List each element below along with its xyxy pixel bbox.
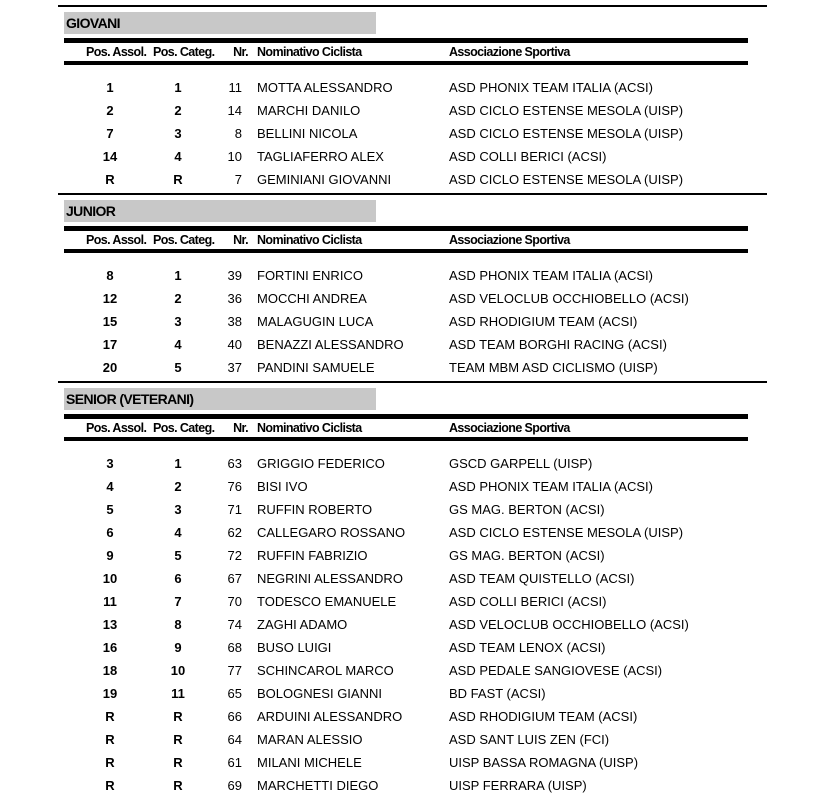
pos-categ: R [173, 778, 183, 793]
bib-number: 70 [227, 594, 242, 609]
section-divider [58, 381, 767, 383]
bib-number: 69 [227, 778, 242, 793]
rider-name: TAGLIAFERRO ALEX [257, 149, 384, 164]
bib-number: 7 [234, 172, 242, 187]
header-club: Associazione Sportiva [449, 421, 570, 435]
rider-name: TODESCO EMANUELE [257, 594, 397, 609]
bib-number: 62 [227, 525, 242, 540]
table-row [0, 751, 826, 774]
club-name: BD FAST (ACSI) [449, 686, 546, 701]
rider-name: RUFFIN FABRIZIO [257, 548, 368, 563]
pos-categ: 4 [174, 525, 182, 540]
pos-categ: 2 [174, 479, 182, 494]
rider-name: ARDUINI ALESSANDRO [257, 709, 403, 724]
pos-categ: 6 [174, 571, 182, 586]
pos-assol: R [105, 709, 115, 724]
club-name: ASD CICLO ESTENSE MESOLA (UISP) [449, 172, 684, 187]
header-name: Nominativo Ciclista [257, 421, 362, 435]
header-pos-assol: Pos. Assol. [86, 45, 147, 59]
table-row [0, 310, 826, 333]
club-name: GS MAG. BERTON (ACSI) [449, 502, 605, 517]
header-nr: Nr. [233, 45, 248, 59]
header-club: Associazione Sportiva [449, 233, 570, 247]
pos-categ: 3 [174, 502, 182, 517]
pos-categ: 4 [174, 149, 182, 164]
pos-categ: 8 [174, 617, 182, 632]
rider-name: MOTTA ALESSANDRO [257, 80, 393, 95]
pos-categ: 7 [174, 594, 182, 609]
rider-name: MARCHI DANILO [257, 103, 361, 118]
table-header [0, 233, 826, 250]
pos-assol: 8 [106, 268, 114, 283]
bib-number: 38 [227, 314, 242, 329]
pos-assol: 12 [102, 291, 118, 306]
rider-name: NEGRINI ALESSANDRO [257, 571, 403, 586]
pos-assol: 7 [106, 126, 114, 141]
club-name: ASD SANT LUIS ZEN (FCI) [449, 732, 610, 747]
table-row [0, 544, 826, 567]
table-header [0, 45, 826, 62]
bib-number: 39 [227, 268, 242, 283]
header-rule-bottom [64, 437, 748, 441]
section-title: GIOVANI [64, 12, 376, 34]
bib-number: 61 [227, 755, 242, 770]
club-name: ASD CICLO ESTENSE MESOLA (UISP) [449, 525, 684, 540]
table-row [0, 498, 826, 521]
pos-categ: R [173, 755, 183, 770]
table-row [0, 145, 826, 168]
bib-number: 14 [227, 103, 242, 118]
pos-categ: R [173, 172, 183, 187]
pos-assol: 11 [103, 594, 117, 609]
club-name: TEAM MBM ASD CICLISMO (UISP) [449, 360, 658, 375]
pos-categ: 3 [174, 314, 182, 329]
club-name: ASD CICLO ESTENSE MESOLA (UISP) [449, 103, 684, 118]
pos-categ: 11 [171, 686, 185, 701]
table-row [0, 567, 826, 590]
rider-name: BENAZZI ALESSANDRO [257, 337, 404, 352]
rider-name: ZAGHI ADAMO [257, 617, 348, 632]
pos-assol: 17 [102, 337, 118, 352]
club-name: ASD COLLI BERICI (ACSI) [449, 149, 607, 164]
pos-assol: 9 [106, 548, 114, 563]
header-rule-top [64, 38, 748, 43]
bib-number: 11 [228, 80, 242, 95]
table-row [0, 99, 826, 122]
pos-assol: 20 [102, 360, 118, 375]
section-title: SENIOR (VETERANI) [64, 388, 376, 410]
club-name: ASD PHONIX TEAM ITALIA (ACSI) [449, 479, 653, 494]
header-rule-top [64, 226, 748, 231]
header-pos-categ: Pos. Categ. [153, 233, 215, 247]
club-name: GSCD GARPELL (UISP) [449, 456, 593, 471]
header-nr: Nr. [233, 421, 248, 435]
club-name: UISP FERRARA (UISP) [449, 778, 587, 793]
table-row [0, 264, 826, 287]
header-nr: Nr. [233, 233, 248, 247]
bib-number: 40 [227, 337, 242, 352]
table-row [0, 452, 826, 475]
pos-categ: 3 [174, 126, 182, 141]
section-divider [58, 193, 767, 195]
pos-assol: 5 [106, 502, 114, 517]
table-row [0, 122, 826, 145]
club-name: ASD PEDALE SANGIOVESE (ACSI) [449, 663, 663, 678]
pos-assol: 16 [102, 640, 118, 655]
pos-assol: 19 [102, 686, 118, 701]
club-name: ASD RHODIGIUM TEAM (ACSI) [449, 314, 638, 329]
club-name: ASD VELOCLUB OCCHIOBELLO (ACSI) [449, 617, 689, 632]
bib-number: 67 [227, 571, 242, 586]
pos-assol: 13 [102, 617, 118, 632]
table-row [0, 287, 826, 310]
table-row [0, 613, 826, 636]
table-row [0, 636, 826, 659]
bib-number: 71 [227, 502, 242, 517]
header-rule-top [64, 414, 748, 419]
club-name: ASD VELOCLUB OCCHIOBELLO (ACSI) [449, 291, 689, 306]
club-name: ASD TEAM QUISTELLO (ACSI) [449, 571, 635, 586]
pos-categ: 1 [174, 268, 182, 283]
rider-name: BELLINI NICOLA [257, 126, 358, 141]
pos-assol: 18 [102, 663, 118, 678]
bib-number: 8 [234, 126, 242, 141]
table-row [0, 356, 826, 379]
bib-number: 68 [227, 640, 242, 655]
rider-name: RUFFIN ROBERTO [257, 502, 373, 517]
pos-assol: 14 [102, 149, 118, 164]
bib-number: 72 [227, 548, 242, 563]
table-row [0, 168, 826, 191]
club-name: ASD RHODIGIUM TEAM (ACSI) [449, 709, 638, 724]
header-club: Associazione Sportiva [449, 45, 570, 59]
bib-number: 77 [227, 663, 242, 678]
pos-assol: 10 [102, 571, 118, 586]
pos-categ: 4 [174, 337, 182, 352]
table-row [0, 705, 826, 728]
table-row [0, 728, 826, 751]
pos-assol: 15 [102, 314, 118, 329]
rider-name: BISI IVO [257, 479, 308, 494]
table-row [0, 774, 826, 797]
pos-categ: 1 [174, 456, 182, 471]
pos-categ: 10 [170, 663, 186, 678]
bib-number: 10 [227, 149, 242, 164]
section-divider [58, 5, 767, 7]
rider-name: MALAGUGIN LUCA [257, 314, 374, 329]
pos-categ: 2 [174, 291, 182, 306]
section-title: JUNIOR [64, 200, 376, 222]
rider-name: MILANI MICHELE [257, 755, 362, 770]
rider-name: PANDINI SAMUELE [257, 360, 375, 375]
header-rule-bottom [64, 249, 748, 253]
club-name: UISP BASSA ROMAGNA (UISP) [449, 755, 639, 770]
bib-number: 37 [227, 360, 242, 375]
pos-assol: 6 [106, 525, 114, 540]
rider-name: BOLOGNESI GIANNI [257, 686, 382, 701]
table-row [0, 682, 826, 705]
rider-name: BUSO LUIGI [257, 640, 332, 655]
club-name: ASD PHONIX TEAM ITALIA (ACSI) [449, 268, 653, 283]
header-name: Nominativo Ciclista [257, 233, 362, 247]
pos-assol: 3 [106, 456, 114, 471]
header-pos-categ: Pos. Categ. [153, 421, 215, 435]
table-row [0, 590, 826, 613]
header-pos-assol: Pos. Assol. [86, 421, 147, 435]
pos-assol: 1 [106, 80, 114, 95]
table-row [0, 76, 826, 99]
pos-categ: 1 [174, 80, 182, 95]
pos-assol: R [105, 732, 115, 747]
pos-assol: 4 [106, 479, 114, 494]
rider-name: MARCHETTI DIEGO [257, 778, 379, 793]
bib-number: 64 [227, 732, 242, 747]
pos-assol: R [105, 172, 115, 187]
rider-name: SCHINCAROL MARCO [257, 663, 394, 678]
club-name: ASD COLLI BERICI (ACSI) [449, 594, 607, 609]
pos-categ: R [173, 732, 183, 747]
club-name: ASD CICLO ESTENSE MESOLA (UISP) [449, 126, 684, 141]
header-pos-assol: Pos. Assol. [86, 233, 147, 247]
header-rule-bottom [64, 61, 748, 65]
pos-categ: 5 [174, 548, 182, 563]
club-name: ASD PHONIX TEAM ITALIA (ACSI) [449, 80, 653, 95]
table-row [0, 333, 826, 356]
pos-categ: 2 [174, 103, 182, 118]
club-name: ASD TEAM LENOX (ACSI) [449, 640, 606, 655]
bib-number: 63 [227, 456, 242, 471]
rider-name: GEMINIANI GIOVANNI [257, 172, 392, 187]
header-name: Nominativo Ciclista [257, 45, 362, 59]
pos-categ: 9 [174, 640, 182, 655]
club-name: ASD TEAM BORGHI RACING (ACSI) [449, 337, 667, 352]
bib-number: 65 [227, 686, 242, 701]
pos-assol: R [105, 755, 115, 770]
bib-number: 66 [227, 709, 242, 724]
table-row [0, 475, 826, 498]
table-header [0, 421, 826, 438]
table-row [0, 659, 826, 682]
bib-number: 74 [227, 617, 242, 632]
rider-name: MOCCHI ANDREA [257, 291, 367, 306]
pos-categ: R [173, 709, 183, 724]
pos-assol: 2 [106, 103, 114, 118]
rider-name: GRIGGIO FEDERICO [257, 456, 385, 471]
pos-categ: 5 [174, 360, 182, 375]
rider-name: CALLEGARO ROSSANO [257, 525, 406, 540]
pos-assol: R [105, 778, 115, 793]
bib-number: 36 [227, 291, 242, 306]
rider-name: FORTINI ENRICO [257, 268, 363, 283]
bib-number: 76 [227, 479, 242, 494]
table-row [0, 521, 826, 544]
rider-name: MARAN ALESSIO [257, 732, 363, 747]
club-name: GS MAG. BERTON (ACSI) [449, 548, 605, 563]
header-pos-categ: Pos. Categ. [153, 45, 215, 59]
